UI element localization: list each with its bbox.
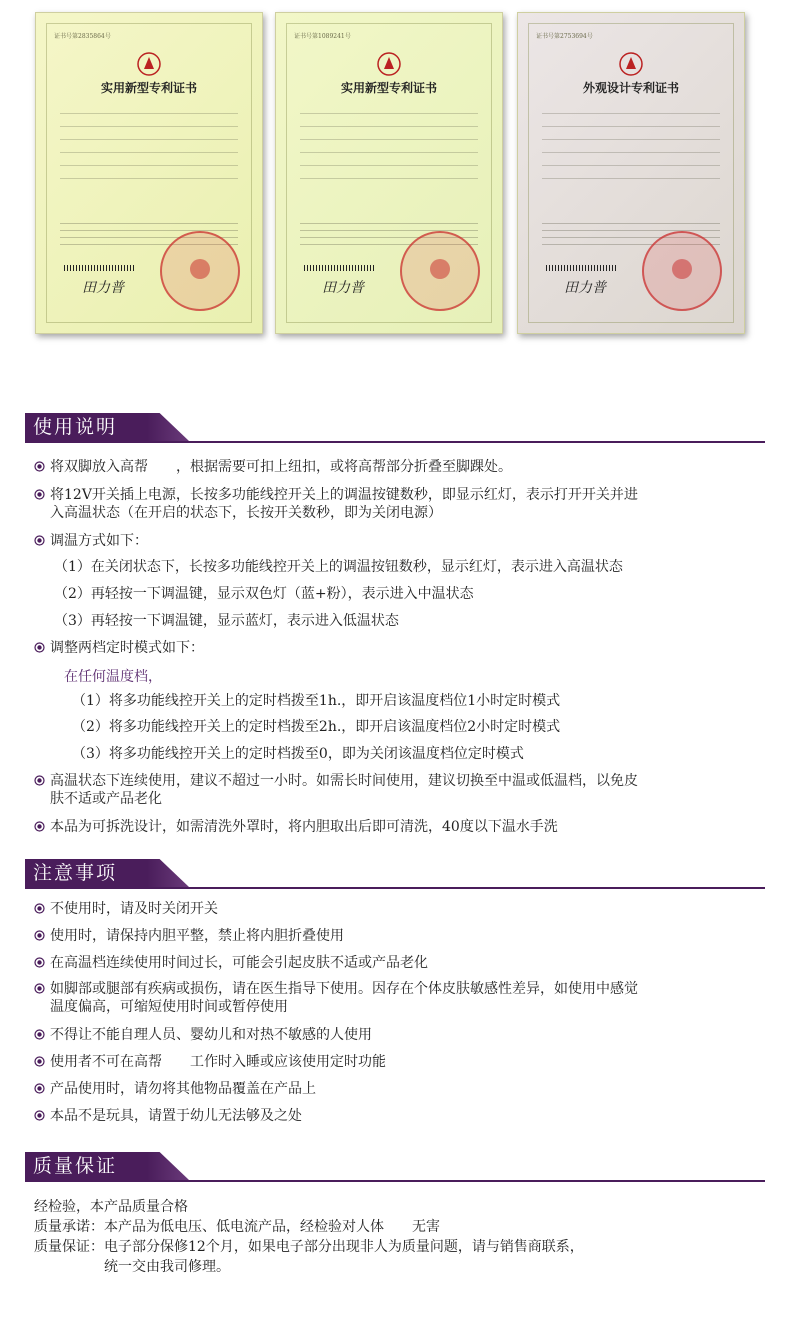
bullet-icon — [34, 489, 45, 500]
certificate-title: 外观设计专利证书 — [582, 81, 679, 95]
bullet-icon — [34, 1083, 45, 1094]
bullet-icon — [34, 903, 45, 914]
notes-section-header — [25, 859, 765, 889]
certificate-number: 证书号第2753694号 — [536, 33, 593, 40]
patent-certificates — [0, 0, 790, 360]
highlight-text: 在任何温度档， — [64, 669, 162, 685]
bullet-icon — [34, 642, 45, 653]
list-item-continued: 温度偏高，可缩短使用时间或暂停使用 — [50, 999, 288, 1015]
list-item-continued: 肤不适或产品老化 — [50, 791, 162, 807]
official-seal — [160, 231, 240, 311]
official-seal — [642, 231, 722, 311]
patent-logo-icon — [618, 51, 644, 77]
section-title: 注意事项 — [25, 859, 149, 887]
list-item: 高温状态下连续使用，建议不超过一小时。如需长时间使用，建议切换至中温或低温档，以免皮 — [34, 772, 764, 790]
sub-item: （1）在关闭状态下，长按多功能线控开关上的调温按钮数秒，显示红灯，表示进入高温状态 — [54, 559, 623, 575]
certificate-title: 实用新型专利证书 — [100, 81, 197, 95]
list-item: 将12V开关插上电源，长按多功能线控开关上的调温按键数秒，即显示红灯，表示打开开关并进 — [34, 486, 764, 504]
signature: 田力普 — [82, 280, 124, 296]
sub-item: （1）将多功能线控开关上的定时档拨至1h.，即开启该温度档位1小时定时模式 — [72, 693, 561, 709]
certificate-1 — [35, 12, 263, 334]
quality-line: 统一交由我司修理。 — [34, 1259, 230, 1275]
barcode — [304, 265, 374, 271]
list-item: 在高温档连续使用时间过长，可能会引起皮肤不适或产品老化 — [34, 954, 764, 972]
certificate-number: 证书号第1089241号 — [294, 33, 351, 40]
bullet-icon — [34, 1056, 45, 1067]
sub-item: （2）将多功能线控开关上的定时档拨至2h.，即开启该温度档位2小时定时模式 — [72, 719, 561, 735]
barcode — [64, 265, 134, 271]
bullet-icon — [34, 775, 45, 786]
certificate-3 — [517, 12, 745, 334]
list-item: 不得让不能自理人员、婴幼儿和对热不敏感的人使用 — [34, 1026, 764, 1044]
list-item: 如脚部或腿部有疾病或损伤，请在医生指导下使用。因存在个体皮肤敏感性差异，如使用中感觉 — [34, 980, 764, 998]
bullet-icon — [34, 1110, 45, 1121]
list-item: 调温方式如下： — [34, 532, 764, 550]
sub-item: （2）再轻按一下调温键，显示双色灯（蓝+粉），表示进入中温状态 — [54, 586, 474, 602]
bullet-icon — [34, 1029, 45, 1040]
sub-item: （3）将多功能线控开关上的定时档拨至0，即为关闭该温度档位定时模式 — [72, 746, 524, 762]
quality-line: 质量保证：电子部分保修12个月，如果电子部分出现非人为质量问题，请与销售商联系， — [34, 1239, 584, 1255]
quality-line: 经检验，本产品质量合格 — [34, 1199, 188, 1215]
list-item: 产品使用时，请勿将其他物品覆盖在产品上 — [34, 1080, 764, 1098]
sub-item: （3）再轻按一下调温键，显示蓝灯，表示进入低温状态 — [54, 613, 399, 629]
signature: 田力普 — [564, 280, 606, 296]
signature: 田力普 — [322, 280, 364, 296]
bullet-icon — [34, 930, 45, 941]
patent-logo-icon — [376, 51, 402, 77]
patent-logo-icon — [136, 51, 162, 77]
list-item: 不使用时，请及时关闭开关 — [34, 900, 764, 918]
usage-section-header — [25, 413, 765, 443]
list-item: 将双脚放入高帮 ，根据需要可扣上纽扣，或将高帮部分折叠至脚踝处。 — [34, 458, 764, 476]
section-title: 质量保证 — [25, 1152, 149, 1180]
list-item: 使用者不可在高帮 工作时入睡或应该使用定时功能 — [34, 1053, 764, 1071]
bullet-icon — [34, 535, 45, 546]
list-item: 本品不是玩具，请置于幼儿无法够及之处 — [34, 1107, 764, 1125]
quality-line: 质量承诺：本产品为低电压、低电流产品，经检验对人体 无害 — [34, 1219, 440, 1235]
bullet-icon — [34, 957, 45, 968]
bullet-icon — [34, 983, 45, 994]
certificate-number: 证书号第2835864号 — [54, 33, 111, 40]
bullet-icon — [34, 821, 45, 832]
bullet-icon — [34, 461, 45, 472]
list-item: 本品为可拆洗设计，如需清洗外罩时，将内胆取出后即可清洗，40度以下温水手洗 — [34, 818, 764, 836]
certificate-2 — [275, 12, 503, 334]
quality-section-header — [25, 1152, 765, 1182]
barcode — [546, 265, 616, 271]
list-item: 调整两档定时模式如下： — [34, 639, 764, 657]
section-title: 使用说明 — [25, 413, 149, 441]
certificate-title: 实用新型专利证书 — [340, 81, 437, 95]
list-item: 使用时，请保持内胆平整，禁止将内胆折叠使用 — [34, 927, 764, 945]
list-item-continued: 入高温状态（在开启的状态下，长按开关数秒，即为关闭电源） — [50, 505, 442, 521]
official-seal — [400, 231, 480, 311]
